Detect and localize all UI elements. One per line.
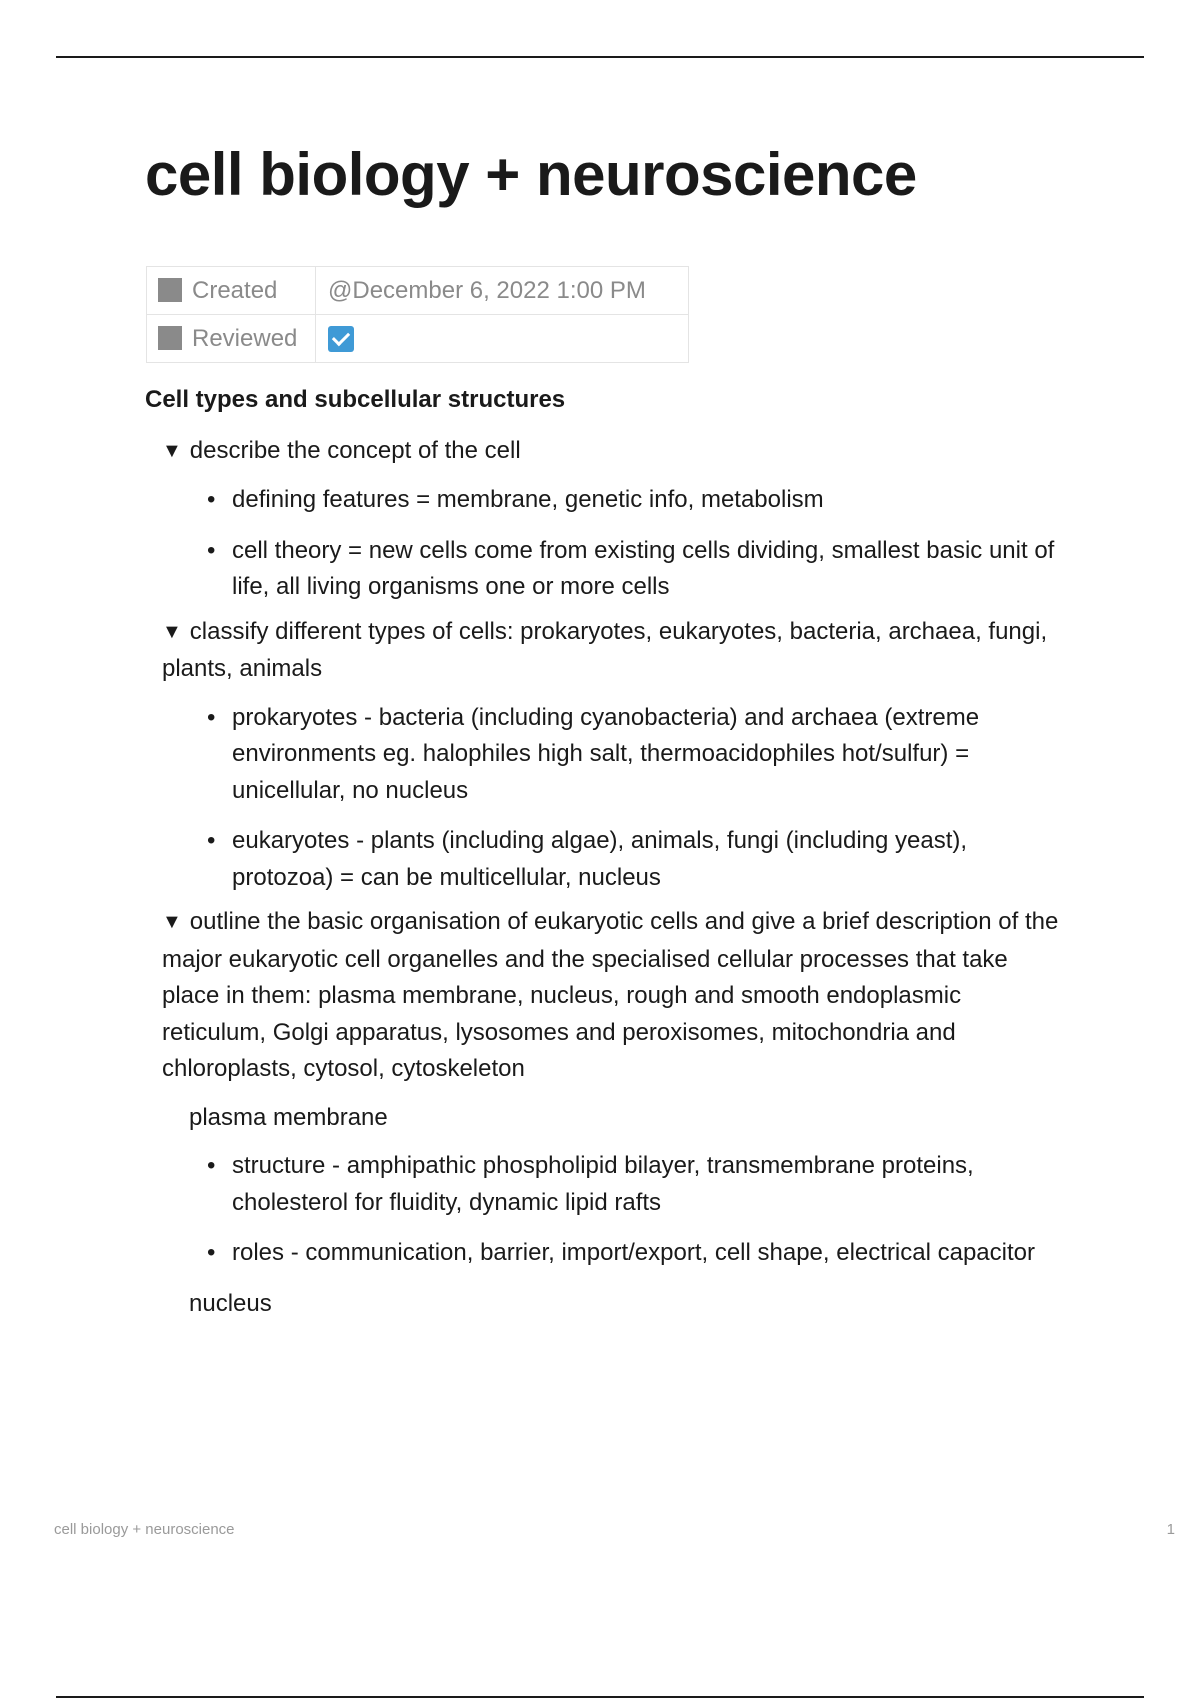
section-heading: Cell types and subcellular structures [145, 386, 566, 413]
page-title: cell biology + neuroscience [145, 141, 917, 208]
property-square-icon [158, 326, 182, 350]
bullet-dot-icon: • [207, 1239, 216, 1266]
bottom-rule [56, 1696, 1144, 1698]
bullet-list [145, 1148, 1065, 1272]
checkbox-checked-icon[interactable] [328, 326, 354, 352]
property-value-created[interactable]: @December 6, 2022 1:00 PM [316, 267, 689, 315]
list-item: • roles - communication, barrier, import/export, cell shape, electrical capacitor [232, 1235, 1065, 1272]
subheading-plasma-membrane: plasma membrane [189, 1103, 388, 1131]
footer-title: cell biology + neuroscience [54, 1521, 235, 1538]
property-row-created [147, 267, 689, 315]
subheading-nucleus: nucleus [189, 1289, 272, 1317]
list-item: • prokaryotes - bacteria (including cyanobacteria) and archaea (extreme environments eg. halophiles high salt, thermoacidophiles hot/sulfur) = unicellular, no nucleus [232, 700, 1065, 810]
properties-table [146, 266, 689, 363]
property-row-reviewed [147, 315, 689, 363]
bullet-list [145, 482, 1065, 606]
property-label-reviewed: Reviewed [192, 324, 298, 352]
bullet-dot-icon: • [207, 703, 216, 731]
toggle-eukaryotic-organisation[interactable] [162, 904, 1065, 1088]
bullet-dot-icon: • [207, 827, 216, 854]
bullet-dot-icon: • [207, 536, 216, 564]
top-rule [56, 56, 1144, 58]
toggle-text: describe the concept of the cell [189, 436, 521, 464]
toggle-concept-of-cell[interactable] [162, 433, 1065, 471]
property-square-icon [158, 278, 182, 302]
list-item: • defining features = membrane, genetic info, metabolism [232, 482, 1065, 519]
property-label-created: Created [192, 276, 278, 304]
bullet-dot-icon: • [207, 486, 216, 513]
list-item: • cell theory = new cells come from existing cells dividing, smallest basic unit of life, all living organisms one or more cells [232, 533, 1065, 606]
list-item: • eukaryotes - plants (including algae), animals, fungi (including yeast), protozoa) = can be multicellular, nucleus [232, 823, 1065, 896]
bullet-dot-icon: • [207, 1152, 216, 1179]
triangle-down-icon[interactable]: ▼ [162, 911, 182, 933]
page-content [145, 382, 1065, 1334]
toggle-text: outline the basic organisation of eukaryotic cells and give a brief description of the major eukaryotic cell organelles and the specialised cellular processes that take place in them: plasma membrane, nucleus, rough and smooth endoplasmic reticulum, Golgi apparatus, lysosomes and peroxisomes, mitochondria and chloroplasts, cytosol, cytoskeleton [162, 908, 1059, 1082]
triangle-down-icon[interactable]: ▼ [162, 439, 182, 462]
list-item: • structure - amphipathic phospholipid bilayer, transmembrane proteins, cholesterol for fluidity, dynamic lipid rafts [232, 1148, 1065, 1221]
footer-page-number: 1 [1166, 1521, 1175, 1538]
triangle-down-icon[interactable]: ▼ [162, 620, 182, 643]
bullet-list [145, 700, 1065, 897]
toggle-classify-cells[interactable] [162, 614, 1065, 688]
toggle-text: classify different types of cells: prokaryotes, eukaryotes, bacteria, archaea, fungi, plants, animals [162, 617, 1048, 682]
